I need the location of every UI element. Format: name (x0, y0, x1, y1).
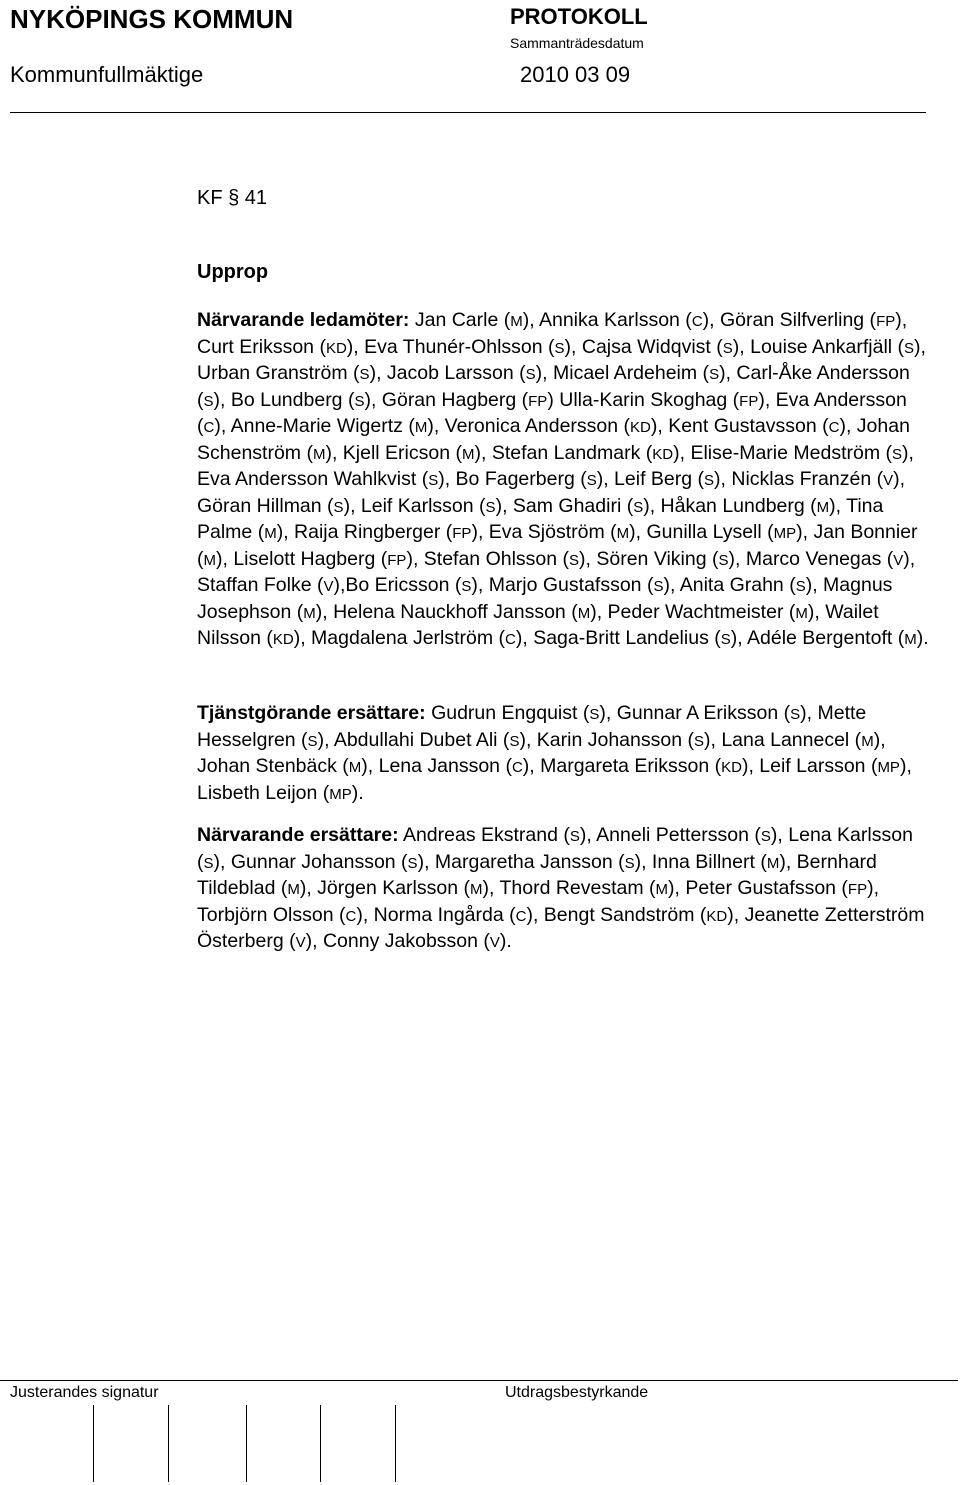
party-abbreviation: S (891, 445, 902, 463)
party-abbreviation: S (569, 828, 580, 845)
party-abbreviation: S (718, 551, 729, 569)
party-abbreviation: M (861, 732, 874, 750)
party-abbreviation: S (760, 828, 771, 845)
signature-box-divider (168, 1405, 169, 1482)
party-abbreviation: C (828, 419, 840, 436)
party-abbreviation: S (485, 498, 496, 516)
party-abbreviation: V (883, 472, 894, 489)
party-abbreviation: S (569, 551, 580, 569)
party-abbreviation: S (790, 706, 801, 723)
present-substitutes (197, 823, 937, 956)
party-abbreviation: M (462, 445, 475, 463)
party-abbreviation: M (577, 604, 591, 622)
party-abbreviation: S (720, 631, 731, 648)
party-abbreviation: S (354, 392, 365, 410)
party-abbreviation: S (428, 472, 439, 489)
party-abbreviation: S (461, 578, 472, 595)
party-abbreviation: S (904, 339, 915, 357)
party-abbreviation: S (307, 732, 318, 750)
members-list: Jan Carle (M), Annika Karlsson (C), Göran Silfverling (FP), Curt Eriksson (KD), Eva Thunér-Ohlsson (S), Cajsa Widqvist (S), Louise Ankarfjäll (S), Urban Granström (S), Jacob Larsson (S), Micael Ardeheim (S), Carl-Åke Andersson (S), Bo Lundberg (S), Göran Hagberg (FP) Ulla-Karin Skoghag (FP), Eva Andersson (C), Anne-Marie Wigertz (M), Veronica Andersson (KD), Kent Gustavsson (C), Johan Schenström (M), Kjell Ericson (M), Stefan Landmark (KD), Elise-Marie Medström (S), Eva Andersson Wahlkvist (S), Bo Fagerberg (S), Leif Berg (S), Nicklas Franzén (V), Göran Hillman (S), Leif Karlsson (S), Sam Ghadiri (S), Håkan Lundberg (M), Tina Palme (M), Raija Ringberger (FP), Eva Sjöström (M), Gunilla Lysell (MP), Jan Bonnier (M), Liselott Hagberg (FP), Stefan Ohlsson (S), Sören Viking (S), Marco Venegas (V), Staffan Folke (V),Bo Ericsson (S), Marjo Gustafsson (S), Anita Grahn (S), Magnus Josephson (M), Helena Nauckhoff Jansson (M), Peder Wachtmeister (M), Wailet Nilsson (KD), Magdalena Jerlström (C), Saga-Britt Landelius (S), Adéle Bergentoft (M). (197, 309, 929, 649)
party-abbreviation: S (624, 854, 635, 872)
party-abbreviation: S (407, 854, 418, 872)
governing-body: Kommunfullmäktige (10, 62, 204, 87)
party-abbreviation: S (633, 498, 644, 516)
signature-box-divider (246, 1405, 247, 1482)
present-substitutes-label: Närvarande ersättare: (197, 824, 399, 846)
party-abbreviation: C (203, 419, 215, 436)
party-abbreviation: MP (877, 759, 900, 776)
adjusters-signature-label: Justerandes signatur (10, 1384, 159, 1401)
party-abbreviation: FP (528, 392, 548, 410)
party-abbreviation: S (709, 366, 720, 383)
party-abbreviation: S (554, 339, 565, 357)
party-abbreviation: C (515, 907, 527, 925)
section-heading: Upprop (197, 261, 269, 283)
party-abbreviation: V (323, 578, 334, 595)
party-abbreviation: C (345, 907, 357, 925)
party-abbreviation: FP (387, 551, 407, 569)
header-divider (10, 112, 926, 113)
signature-box-divider (320, 1405, 321, 1482)
serving-substitutes (197, 701, 937, 807)
party-abbreviation: M (287, 881, 300, 898)
document-type: PROTOKOLL (510, 4, 648, 29)
party-abbreviation: M (616, 525, 630, 542)
party-abbreviation: M (795, 604, 808, 622)
party-abbreviation: MP (773, 525, 797, 542)
party-abbreviation: M (904, 631, 917, 648)
party-abbreviation: FP (876, 313, 896, 330)
party-abbreviation: KD (721, 759, 742, 776)
party-abbreviation: M (414, 419, 428, 436)
party-abbreviation: S (704, 472, 715, 489)
party-abbreviation: M (303, 604, 316, 622)
party-abbreviation: S (359, 366, 370, 383)
party-abbreviation: C (511, 759, 523, 776)
party-abbreviation: FP (739, 392, 759, 410)
party-abbreviation: S (722, 339, 733, 357)
party-abbreviation: M (469, 881, 483, 898)
party-abbreviation: V (489, 934, 500, 951)
party-abbreviation: M (655, 881, 669, 898)
organization-name: NYKÖPINGS KOMMUN (10, 4, 294, 34)
party-abbreviation: S (586, 472, 597, 489)
party-abbreviation: S (525, 366, 536, 383)
party-abbreviation: S (509, 732, 520, 750)
party-abbreviation: S (333, 498, 344, 516)
party-abbreviation: FP (847, 881, 868, 898)
party-abbreviation: M (510, 313, 523, 330)
members-label: Närvarande ledamöter: (197, 309, 410, 331)
party-abbreviation: KD (325, 339, 347, 357)
party-abbreviation: KD (630, 419, 651, 436)
serving-substitutes-list: Gudrun Engquist (S), Gunnar A Eriksson (S), Mette Hesselgren (S), Abdullahi Dubet Ali (S), Karin Johansson (S), Lana Lannecel (M), Johan Stenbäck (M), Lena Jansson (C), Margareta Eriksson (KD), Leif Larsson (MP), Lisbeth Leijon (MP). (197, 702, 912, 804)
meeting-date-label: Sammanträdesdatum (510, 35, 644, 51)
paragraph-number: KF § 41 (197, 187, 268, 209)
party-abbreviation: M (203, 551, 216, 569)
party-abbreviation: S (203, 392, 214, 410)
party-abbreviation: KD (706, 907, 728, 925)
present-substitutes-list: Andreas Ekstrand (S), Anneli Pettersson (S), Lena Karlsson (S), Gunnar Johansson (S), Margaretha Jansson (S), Inna Billnert (M), Bernhard Tildeblad (M), Jörgen Karlsson (M), Thord Revestam (M), Peter Gustafsson (FP), Torbjörn Olsson (C), Norma Ingårda (C), Bengt Sandström (KD), Jeanette Zetterström Österberg (V), Conny Jakobsson (V). (197, 824, 925, 952)
extract-certification-label: Utdragsbestyrkande (505, 1384, 649, 1401)
signature-box-divider (395, 1405, 396, 1482)
party-abbreviation: M (348, 759, 362, 776)
serving-substitutes-label: Tjänstgörande ersättare: (197, 702, 426, 724)
party-abbreviation: S (795, 578, 806, 595)
party-abbreviation: S (653, 578, 664, 595)
party-abbreviation: S (693, 732, 704, 750)
party-abbreviation: V (893, 551, 904, 569)
party-abbreviation: KD (272, 631, 294, 648)
party-abbreviation: S (203, 854, 214, 872)
party-abbreviation: MP (329, 785, 352, 803)
party-abbreviation: M (816, 498, 830, 516)
party-abbreviation: C (691, 313, 703, 330)
signature-box-divider (93, 1405, 94, 1482)
party-abbreviation: V (295, 934, 306, 951)
meeting-date: 2010 03 09 (520, 62, 631, 87)
party-abbreviation: FP (452, 525, 472, 542)
attendees-members (197, 308, 937, 653)
party-abbreviation: KD (652, 445, 674, 463)
party-abbreviation: C (505, 631, 516, 648)
party-abbreviation: M (312, 445, 326, 463)
footer-divider (0, 1380, 958, 1381)
party-abbreviation: S (589, 706, 600, 723)
party-abbreviation: M (766, 854, 780, 872)
party-abbreviation: M (264, 525, 277, 542)
